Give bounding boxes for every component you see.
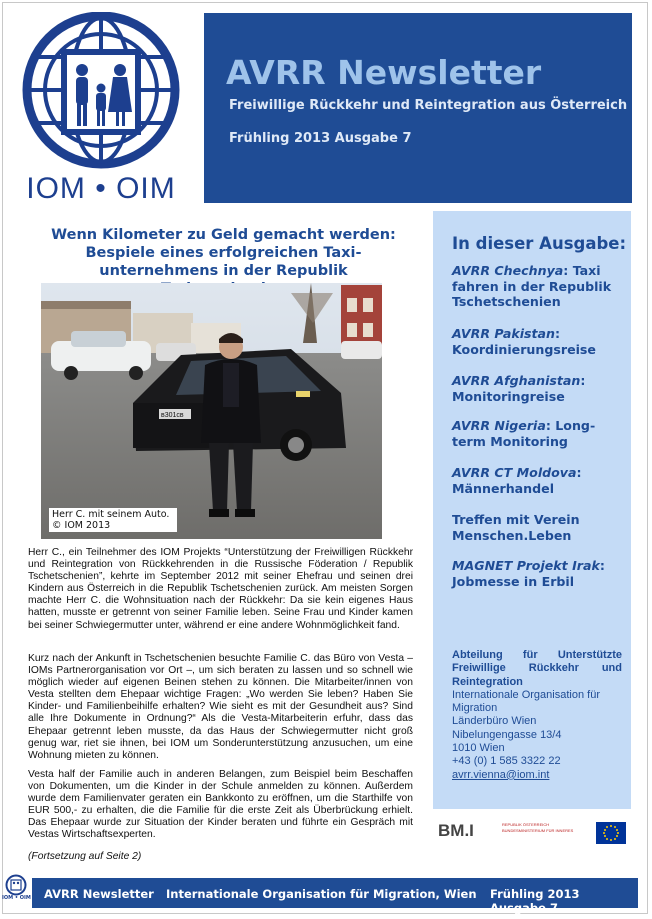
footer-bar	[32, 878, 638, 915]
photo-credit: © IOM 2013	[52, 520, 111, 531]
globe-family-icon	[16, 12, 186, 172]
toc-item-pakistan[interactable]	[452, 326, 627, 357]
toc-item-magnet-irak[interactable]	[452, 558, 627, 589]
toc-item-text: : Jobmesse in Erbil	[452, 558, 605, 589]
footer-iom-globe-icon	[5, 874, 27, 896]
newsletter-title: AVRR Newsletter	[226, 53, 542, 92]
caption-text: Herr C. mit seinem Auto.	[52, 509, 170, 520]
footer-newsletter: AVRR Newsletter	[44, 887, 154, 901]
toc-item-text: : Männerhandel	[452, 465, 582, 496]
toc-item-nigeria[interactable]	[452, 418, 627, 449]
contact-street: Nibelungengasse 13/4	[452, 728, 562, 741]
article-title-line: Bespiele eines erfolgreichen Taxi-	[85, 245, 362, 261]
toc-item-text: : Taxi fahren in der Republik Tschetschenien	[452, 263, 612, 309]
toc-item-text: : Koordinierungsreise	[452, 326, 596, 357]
contact-block	[452, 649, 622, 782]
toc-item-menschen-leben[interactable]	[452, 512, 627, 543]
eu-flag-icon	[596, 822, 626, 844]
continued-note: (Fortsetzung auf Seite 2)	[28, 851, 142, 862]
toc-item-label: AVRR Afghanistan	[452, 373, 581, 388]
contact-phone: +43 (0) 1 585 3322 22	[452, 755, 561, 768]
issue-label: Frühling 2013 Ausgabe 7	[229, 131, 412, 146]
article-title-line: unternehmens in der Republik	[99, 263, 348, 279]
footer-organisation: Internationale Organisation für Migration, Wien	[166, 887, 477, 901]
contact-department: Abteilung für Unterstützte Freiwillige Rückkehr und Reintegration	[452, 649, 622, 688]
toc-item-label: AVRR Nigeria	[452, 418, 546, 433]
toc-item-label: MAGNET Projekt Irak	[452, 558, 600, 573]
contact-office: Länderbüro Wien	[452, 715, 537, 728]
contact-city: 1010 Wien	[452, 742, 505, 755]
toc-item-afghanistan[interactable]	[452, 373, 627, 404]
table-of-contents	[433, 211, 631, 809]
toc-item-text: Treffen mit Verein Menschen.Leben	[452, 512, 580, 543]
toc-item-text: : Long-term Monitoring	[452, 418, 596, 449]
contact-email-link[interactable]: avrr.vienna@iom.int	[452, 768, 550, 781]
toc-item-label: AVRR Chechnya	[452, 263, 564, 278]
footer-issue: Frühling 2013 Ausgabe 7	[490, 887, 580, 915]
iom-logo	[12, 12, 190, 208]
toc-heading: In dieser Ausgabe:	[452, 234, 627, 253]
article-title-line: Wenn Kilometer zu Geld gemacht werden:	[51, 227, 396, 243]
masthead	[204, 13, 632, 203]
bmi-logo-subtitle: REPUBLIK ÖSTERREICH BUNDESMINISTERIUM FÜR INNERES	[502, 822, 574, 833]
bmi-logo: BM.I	[438, 821, 474, 840]
contact-organisation: Internationale Organisation für Migration	[452, 688, 600, 715]
article-paragraph: Kurz nach der Ankunft in Tschetschenien besuchte Familie C. das Büro von Vesta – IOMs Partnerorganisation vor Ort –, um sich beraten zu lassen und so schnell wie möglich wieder auf eigenen Beinen stehen zu können. Die Mitarbeiter/innen von Vesta stellten dem Ehepaar wichtige Fragen: „Wo werden Sie leben? Haben Sie Kinder- und Familienbeihilfe erhalten? Wie sieht es mit der Gesundheit aus? Sind alle Ihre Dokumente in Ordnung?“ Als die Vesta-Mitarbeiterin erfuhr, dass das Ehepaar getrennt leben musste, da das Haus der Schwiegermutter nicht groß genug war, riet sie ihnen, bei IOM um Sonderunterstützung anzusuchen, um eine Wohnung mieten zu können.	[28, 653, 413, 761]
toc-item-text: : Monitoringreise	[452, 373, 586, 404]
toc-item-moldova[interactable]	[452, 465, 627, 496]
photo-caption	[49, 508, 177, 532]
article-paragraph: Vesta half der Familie auch in anderen Belangen, zum Beispiel beim Beschaffen von Dokumenten, um die Kinder in der Schule anmelden zu können. Außerdem wurde dem Familienvater geraten ein Bankkonto zu eröffnen, um die Starthilfe von EUR 500,- zu erhalten, die die Familie für die erste Zeit als Überbrückung erhielt. Das Ehepaar wurde zur Situation der Kinder beraten und führte ein Gespräch mit Vestas Wirtschaftsexperten.	[28, 769, 413, 841]
newsletter-subtitle: Freiwillige Rückkehr und Reintegration aus Österreich	[229, 98, 628, 113]
logo-wordmark: IOM • OIM	[26, 172, 176, 205]
footer-logo-text: IOM • OIM	[2, 895, 31, 901]
license-plate: в301св	[161, 412, 184, 419]
toc-item-chechnya[interactable]	[452, 263, 627, 310]
article-photo	[41, 283, 382, 539]
article-paragraph: Herr C., ein Teilnehmer des IOM Projekts “Unterstützung der Freiwilligen Rückkehr und Reintegration von Rückkehrenden in die Russische Föderation / Republik Tschetschenien”, kehrte im September 2012 mit seiner Ehefrau und seinen drei Kindern aus Österreich in die Republik Tschetschenien zurück. Am meisten Sorgen machte Herr C. die Wohnsituation nach der Rückkehr: Da sie kein eigenes Haus hatten, musste er getrennt von seiner Familie leben. Seine Frau und Kinder kamen bei seiner Schwiegermutter unter, während er eine andere Wohnmöglichkeit fand.	[28, 547, 413, 631]
taxi-photo-image	[41, 283, 382, 539]
toc-item-label: AVRR CT Moldova	[452, 465, 577, 480]
toc-item-label: AVRR Pakistan	[452, 326, 556, 341]
